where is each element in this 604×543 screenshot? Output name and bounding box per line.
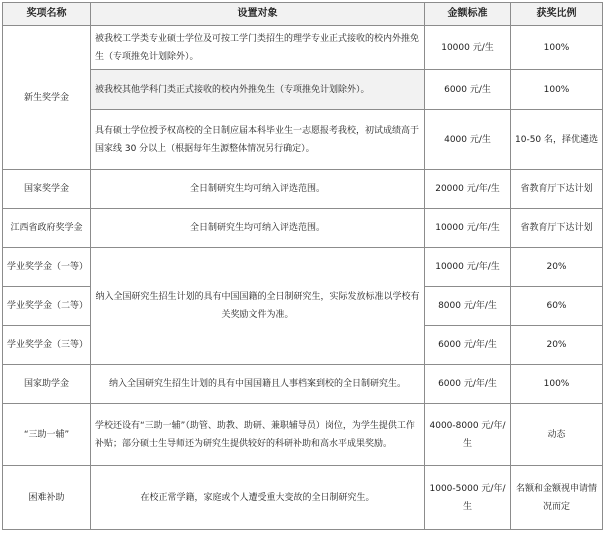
academic-target: 纳入全国研究生招生计划的具有中国国籍的全日制研究生，实际发放标准以学校有关奖励文件为准。 [91, 248, 425, 365]
hardship-ratio: 名额和金额视申请情况而定 [511, 466, 603, 530]
freshman-target-2: 被我校其他学科门类正式接收的校内外推免生（专项推免计划除外）。 [91, 70, 425, 110]
three-amount: 4000-8000 元/年/生 [425, 404, 511, 466]
freshman-ratio-3: 10-50 名，择优遴选 [511, 110, 603, 170]
freshman-amount-1: 10000 元/生 [425, 26, 511, 70]
jiangxi-name: 江西省政府奖学金 [3, 209, 91, 248]
table-row [3, 70, 603, 110]
freshman-target-3: 具有硕士学位授予权高校的全日制应届本科毕业生一志愿报考我校，初试成绩高于国家线 30 分以上（根据每年生源整体情况另行确定）。 [91, 110, 425, 170]
hardship-target: 在校正常学籍，家庭或个人遭受重大变故的全日制研究生。 [91, 466, 425, 530]
hardship-name: 困难补助 [3, 466, 91, 530]
three-ratio: 动态 [511, 404, 603, 466]
jiangxi-target: 全日制研究生均可纳入评选范围。 [91, 209, 425, 248]
table-row [3, 110, 603, 170]
hardship-amount: 1000-5000 元/年/生 [425, 466, 511, 530]
header-ratio: 获奖比例 [511, 3, 603, 26]
academic-amount-2: 8000 元/年/生 [425, 287, 511, 326]
grant-ratio: 100% [511, 365, 603, 404]
table-row [3, 404, 603, 466]
scholarship-table [2, 2, 603, 530]
national-target: 全日制研究生均可纳入评选范围。 [91, 170, 425, 209]
academic-name-3: 学业奖学金（三等） [3, 326, 91, 365]
jiangxi-amount: 10000 元/年/生 [425, 209, 511, 248]
jiangxi-ratio: 省教育厅下达计划 [511, 209, 603, 248]
freshman-target-1: 被我校工学类专业硕士学位及可按工学门类招生的理学专业正式接收的校内外推免生（专项推免计划除外）。 [91, 26, 425, 70]
academic-name-1: 学业奖学金（一等） [3, 248, 91, 287]
freshman-amount-2: 6000 元/生 [425, 70, 511, 110]
freshman-ratio-2: 100% [511, 70, 603, 110]
three-name: “三助一辅” [3, 404, 91, 466]
national-name: 国家奖学金 [3, 170, 91, 209]
freshman-ratio-1: 100% [511, 26, 603, 70]
academic-name-2: 学业奖学金（二等） [3, 287, 91, 326]
table-row [3, 365, 603, 404]
header-name: 奖项名称 [3, 3, 91, 26]
academic-ratio-3: 20% [511, 326, 603, 365]
academic-amount-1: 10000 元/年/生 [425, 248, 511, 287]
freshman-amount-3: 4000 元/生 [425, 110, 511, 170]
header-row [3, 3, 603, 26]
national-ratio: 省教育厅下达计划 [511, 170, 603, 209]
academic-ratio-1: 20% [511, 248, 603, 287]
header-target: 设置对象 [91, 3, 425, 26]
freshman-name: 新生奖学金 [3, 26, 91, 170]
table-row [3, 26, 603, 70]
academic-amount-3: 6000 元/年/生 [425, 326, 511, 365]
grant-name: 国家助学金 [3, 365, 91, 404]
table-row [3, 248, 603, 287]
national-amount: 20000 元/年/生 [425, 170, 511, 209]
table-row [3, 170, 603, 209]
grant-amount: 6000 元/年/生 [425, 365, 511, 404]
three-target: 学校还设有“三助一辅”（助管、助教、助研、兼职辅导员）岗位，为学生提供工作补贴；部分硕士生导师还为研究生提供较好的科研补助和高水平成果奖励。 [91, 404, 425, 466]
table-row [3, 209, 603, 248]
table-row [3, 466, 603, 530]
academic-ratio-2: 60% [511, 287, 603, 326]
grant-target: 纳入全国研究生招生计划的具有中国国籍且人事档案到校的全日制研究生。 [91, 365, 425, 404]
header-amount: 金额标准 [425, 3, 511, 26]
